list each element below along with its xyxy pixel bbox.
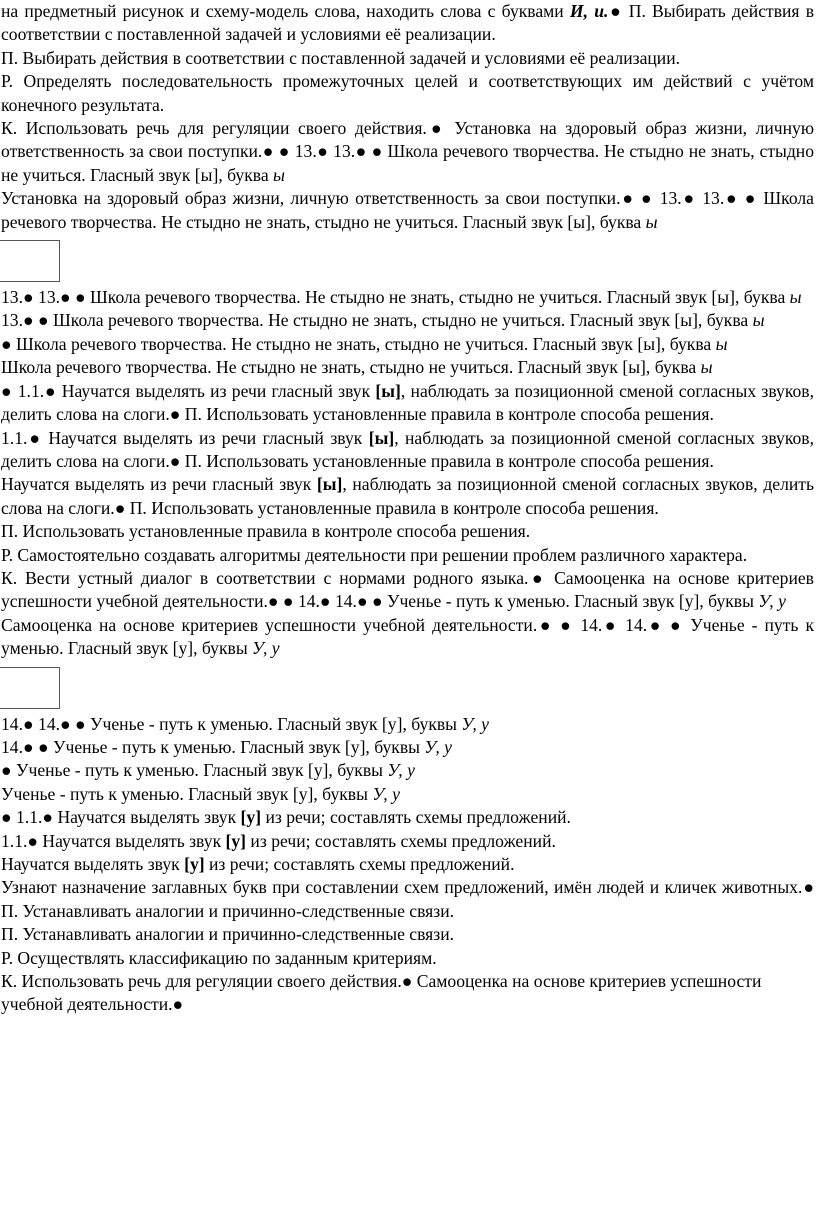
paragraph [0,117,814,187]
text-run: [у] [184,854,205,874]
text-run: У, у [461,713,489,734]
text-run: ы [645,211,658,232]
text-run: ● 1.1.● Научатся выделять звук [1,807,241,828]
text-run: У, у [387,760,415,781]
text-run: У, у [252,638,280,659]
paragraph [0,614,814,661]
text-run: 1.1.● Научатся выделять звук [1,830,226,851]
text-run: , наблюдать за позиционной сменой согласных звуков, делить слова на слоги.● П. Использовать установленные правила в контроле способа решения. [1,427,815,471]
text-run: Школа речевого творчества. Не стыдно не знать, стыдно не учиться. Гласный звук [ы], буква [1,357,701,378]
text-run: [ы] [368,427,395,448]
text-run: из речи; составлять схемы предложений. [261,807,571,828]
paragraph [0,923,814,946]
table-cell [0,667,60,709]
paragraph [0,356,814,379]
paragraph [0,759,814,782]
paragraph [0,520,814,543]
text-run: 13.● ● Школа речевого творчества. Не стыдно не знать, стыдно не учиться. Гласный звук [ы], буква [1,310,753,331]
text-run: ы [789,287,802,308]
paragraph [0,309,814,332]
text-run: [у] [225,830,247,851]
paragraph [0,783,814,806]
text-run: , наблюдать за позиционной сменой согласных звуков, делить слова на слоги.● П. Использовать установленные правила в контроле способа решения. [1,380,814,425]
text-run: на предметный рисунок и схему-модель слова, находить слова с буквами [1,1,570,21]
paragraph [0,736,814,759]
text-run: У, у [424,736,452,757]
text-run: Самооценка на основе критериев успешности учебной деятельности.● ● 14.● 14.● ● Ученье - путь к уменью. Гласный звук [у], буквы [1,614,814,659]
paragraph [0,853,814,876]
text-run: К. Вести устный диалог в соответствии с нормами родного языка.● Самооценка на основе критериев успешности учебной деятельности.● ● 14.● 14.● ● Ученье - путь к уменью. Гласный звук [у], буквы [1,567,814,612]
paragraph [0,713,814,736]
paragraph [0,876,814,923]
text-run: [ы] [375,380,401,401]
text-run: 1.1.● Научатся выделять из речи гласный звук [1,427,369,448]
text-run: [ы] [316,474,343,495]
text-run: Научатся выделять из речи гласный звук [1,474,317,495]
text-run: 14.● 14.● ● Ученье - путь к уменью. Гласный звук [у], буквы [1,713,462,734]
text-run: из речи; составлять схемы предложений. [246,830,556,851]
table-cell [0,240,60,282]
paragraph [0,333,814,356]
text-run: ы [273,164,285,185]
paragraph [0,380,814,427]
paragraph [0,286,814,309]
paragraph [0,544,814,567]
text-run: П. Использовать установленные правила в контроле способа решения. [1,521,531,542]
text-run: ● 1.1.● Научатся выделять из речи гласный звук [1,380,376,401]
text-run: Р. Осуществлять классификацию по заданным критериям. [1,947,437,968]
text-run: ● Ученье - путь к уменью. Гласный звук [у], буквы [1,760,388,781]
paragraph [0,187,814,234]
text-run: И, и. [569,1,609,21]
text-run: [у] [240,807,262,828]
paragraph [0,830,814,853]
paragraph [0,947,814,970]
text-run: П. Выбирать действия в соответствии с поставленной задачей и условиями её реализации. [1,47,681,68]
text-run: , наблюдать за позиционной сменой согласных звуков, делить слова на слоги.● П. Использовать установленные правила в контроле способа решения. [1,474,814,518]
paragraph [0,427,814,474]
text-run: К. Использовать речь для регуляции своего действия.● Самооценка на основе критериев успешности учебной деятельности.● [1,971,762,1015]
paragraph [0,0,814,47]
text-run: П. Устанавливать аналогии и причинно-следственные связи. [1,924,455,945]
text-run: ы [752,310,765,331]
paragraph [0,473,814,520]
paragraph [0,970,814,1017]
paragraph [0,567,814,614]
text-run: ы [715,333,728,354]
text-run: ● Школа речевого творчества. Не стыдно не знать, стыдно не учиться. Гласный звук [ы], буква [1,333,716,354]
text-run: Ученье - путь к уменью. Гласный звук [у], буквы [1,783,373,804]
text-run: ● П. Выбирать действия в соответствии с поставленной задачей и условиями её реализации. [1,1,815,45]
paragraph [0,806,814,829]
text-run: Р. Самостоятельно создавать алгоритмы деятельности при решении проблем различного характера. [1,544,748,565]
text-run: К. Использовать речь для регуляции своего действия.● Установка на здоровый образ жизни, личную ответственность за свои поступки.● ● 13.● 13.● ● Школа речевого творчества. Не стыдно не знать, стыдно не учиться. Гласный звук [ы], буква [1,118,814,185]
text-run: У, у [758,591,786,612]
text-run: Узнают назначение заглавных букв при составлении схем предложений, имён людей и кличек животных.● П. Устанавливать аналогии и причинно-следственные связи. [1,877,814,921]
text-run: 13.● 13.● ● Школа речевого творчества. Не стыдно не знать, стыдно не учиться. Гласный звук [ы], буква [1,287,790,308]
paragraph [0,47,814,70]
text-run: Научатся выделять звук [1,854,185,874]
text-run: 14.● ● Ученье - путь к уменью. Гласный звук [у], буквы [1,736,425,757]
text-run: ы [700,357,713,378]
text-run: из речи; составлять схемы предложений. [204,854,515,874]
text-run: Р. Определять последовательность промежуточных целей и соответствующих им действий с учётом конечного результата. [1,71,814,115]
paragraph [0,70,814,117]
text-run: Установка на здоровый образ жизни, личную ответственность за свои поступки.● ● 13.● 13.● ● Школа речевого творчества. Не стыдно не знать, стыдно не учиться. Гласный звук [ы], буква [1,188,814,232]
text-run: У, у [372,783,400,804]
